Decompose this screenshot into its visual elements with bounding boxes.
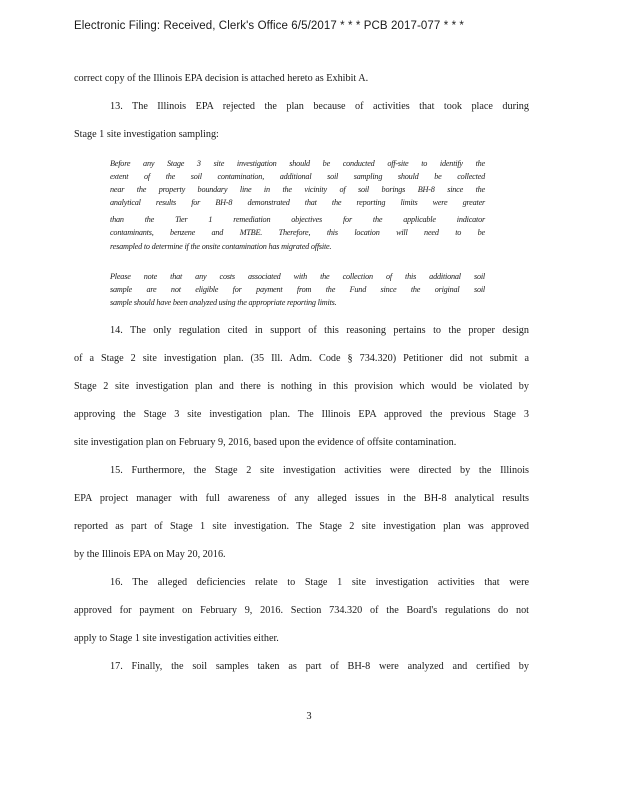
filing-header: Electronic Filing: Received, Clerk's Office 6/5/2017 * * * PCB 2017-077 * * * xyxy=(74,20,465,32)
paragraph-15-line: by the Illinois EPA on May 20, 2016. xyxy=(74,549,226,560)
paragraph-15-line: 15. Furthermore, the Stage 2 site investigation activities were directed by the Illinois xyxy=(110,465,529,476)
block-quote-line: Please note that any costs associated with the collection of this additional soil xyxy=(110,272,485,281)
paragraph-16-line: 16. The alleged deficiencies relate to Stage 1 site investigation activities that were xyxy=(110,577,529,588)
block-quote-line: extent of the soil contamination, additional soil sampling should be collected xyxy=(110,172,485,181)
paragraph-17-line: 17. Finally, the soil samples taken as part of BH-8 were analyzed and certified by xyxy=(110,661,529,672)
paragraph-14-line: site investigation plan on February 9, 2016, based upon the evidence of offsite contamination. xyxy=(74,437,457,448)
block-quote-line: contaminants, benzene and MTBE. Therefore, this location will need to be xyxy=(110,228,485,237)
paragraph-14-line: Stage 2 site investigation plan and there is nothing in this provision which would be violated by xyxy=(74,381,529,392)
paragraph-16-line: approved for payment on February 9, 2016. Section 734.320 of the Board's regulations do not xyxy=(74,605,529,616)
block-quote-line: sample are not eligible for payment from the Fund since the original soil xyxy=(110,285,485,294)
body-line: Stage 1 site investigation sampling: xyxy=(74,129,219,140)
body-line: correct copy of the Illinois EPA decision is attached hereto as Exhibit A. xyxy=(74,73,369,84)
paragraph-15-line: EPA project manager with full awareness of any alleged issues in the BH-8 analytical results xyxy=(74,493,529,504)
paragraph-16-line: apply to Stage 1 site investigation activities either. xyxy=(74,633,279,644)
paragraph-13-line: 13. The Illinois EPA rejected the plan because of activities that took place during xyxy=(110,101,529,112)
block-quote-line: Before any Stage 3 site investigation should be conducted off-site to identify the xyxy=(110,159,485,168)
paragraph-14-line: approving the Stage 3 site investigation plan. The Illinois EPA approved the previous Stage 3 xyxy=(74,409,529,420)
block-quote-line: analytical results for BH-8 demonstrated that the reporting limits were greater xyxy=(110,198,485,207)
paragraph-14-line: of a Stage 2 site investigation plan. (35 Ill. Adm. Code § 734.320) Petitioner did not submit a xyxy=(74,353,529,364)
paragraph-15-line: reported as part of Stage 1 site investigation. The Stage 2 site investigation plan was approved xyxy=(74,521,529,532)
block-quote-line: resampled to determine if the onsite contamination has migrated offsite. xyxy=(110,242,332,251)
block-quote-line: near the property boundary line in the vicinity of soil borings BH-8 since the xyxy=(110,185,485,194)
page-number: 3 xyxy=(306,711,312,722)
block-quote-line: than the Tier 1 remediation objectives for the applicable indicator xyxy=(110,215,485,224)
block-quote-line: sample should have been analyzed using the appropriate reporting limits. xyxy=(110,298,337,307)
paragraph-14-line: 14. The only regulation cited in support of this reasoning pertains to the proper design xyxy=(110,325,529,336)
